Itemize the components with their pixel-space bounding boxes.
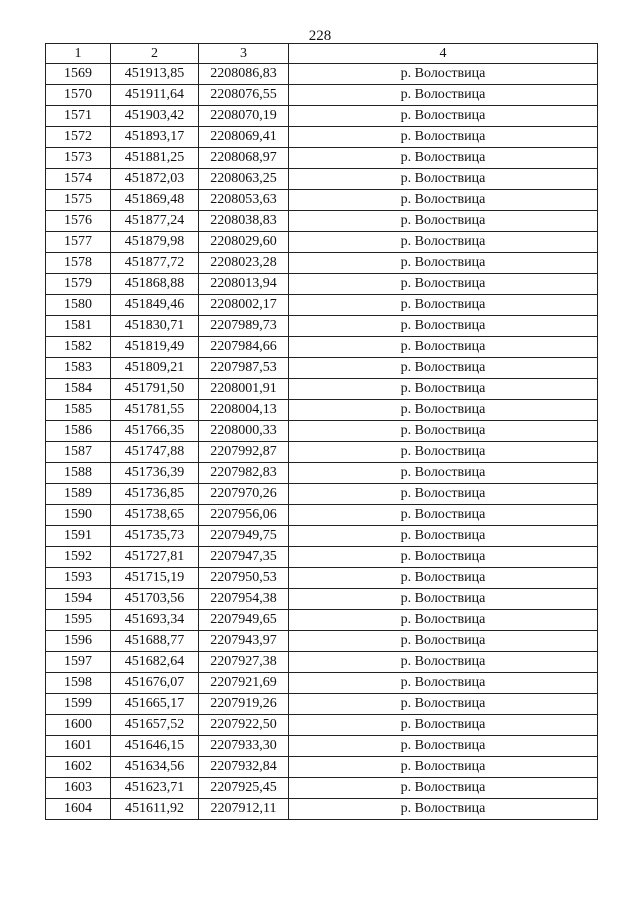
table-row bbox=[46, 736, 598, 757]
cell-point-number: 1595 bbox=[46, 610, 111, 631]
cell-x: 451676,07 bbox=[111, 673, 199, 694]
cell-point-number: 1585 bbox=[46, 400, 111, 421]
cell-description: р. Волоствица bbox=[289, 85, 598, 106]
cell-y: 2207932,84 bbox=[199, 757, 289, 778]
cell-point-number: 1584 bbox=[46, 379, 111, 400]
table-row bbox=[46, 505, 598, 526]
cell-description: р. Волоствица bbox=[289, 463, 598, 484]
cell-point-number: 1582 bbox=[46, 337, 111, 358]
cell-x: 451646,15 bbox=[111, 736, 199, 757]
table-row bbox=[46, 295, 598, 316]
table-row bbox=[46, 715, 598, 736]
cell-point-number: 1601 bbox=[46, 736, 111, 757]
cell-point-number: 1577 bbox=[46, 232, 111, 253]
cell-x: 451623,71 bbox=[111, 778, 199, 799]
cell-description: р. Волоствица bbox=[289, 442, 598, 463]
table-row bbox=[46, 148, 598, 169]
cell-y: 2207950,53 bbox=[199, 568, 289, 589]
cell-description: р. Волоствица bbox=[289, 484, 598, 505]
cell-description: р. Волоствица bbox=[289, 316, 598, 337]
cell-y: 2207982,83 bbox=[199, 463, 289, 484]
cell-point-number: 1583 bbox=[46, 358, 111, 379]
cell-y: 2208029,60 bbox=[199, 232, 289, 253]
table-row bbox=[46, 106, 598, 127]
cell-point-number: 1578 bbox=[46, 253, 111, 274]
cell-point-number: 1596 bbox=[46, 631, 111, 652]
cell-point-number: 1592 bbox=[46, 547, 111, 568]
cell-y: 2207927,38 bbox=[199, 652, 289, 673]
cell-description: р. Волоствица bbox=[289, 211, 598, 232]
cell-description: р. Волоствица bbox=[289, 190, 598, 211]
cell-x: 451893,17 bbox=[111, 127, 199, 148]
cell-x: 451693,34 bbox=[111, 610, 199, 631]
cell-x: 451849,46 bbox=[111, 295, 199, 316]
cell-y: 2207949,75 bbox=[199, 526, 289, 547]
table-row bbox=[46, 358, 598, 379]
table-row bbox=[46, 484, 598, 505]
cell-y: 2208002,17 bbox=[199, 295, 289, 316]
cell-description: р. Волоствица bbox=[289, 526, 598, 547]
cell-x: 451657,52 bbox=[111, 715, 199, 736]
cell-y: 2208063,25 bbox=[199, 169, 289, 190]
cell-point-number: 1589 bbox=[46, 484, 111, 505]
cell-y: 2207954,38 bbox=[199, 589, 289, 610]
cell-description: р. Волоствица bbox=[289, 652, 598, 673]
table-row bbox=[46, 400, 598, 421]
cell-point-number: 1593 bbox=[46, 568, 111, 589]
cell-x: 451766,35 bbox=[111, 421, 199, 442]
cell-point-number: 1598 bbox=[46, 673, 111, 694]
cell-description: р. Волоствица bbox=[289, 379, 598, 400]
cell-x: 451868,88 bbox=[111, 274, 199, 295]
table-row bbox=[46, 316, 598, 337]
cell-description: р. Волоствица bbox=[289, 673, 598, 694]
cell-x: 451727,81 bbox=[111, 547, 199, 568]
cell-point-number: 1604 bbox=[46, 799, 111, 820]
cell-y: 2208023,28 bbox=[199, 253, 289, 274]
cell-y: 2207989,73 bbox=[199, 316, 289, 337]
cell-description: р. Волоствица bbox=[289, 778, 598, 799]
cell-y: 2208070,19 bbox=[199, 106, 289, 127]
cell-x: 451791,50 bbox=[111, 379, 199, 400]
cell-y: 2208000,33 bbox=[199, 421, 289, 442]
cell-point-number: 1579 bbox=[46, 274, 111, 295]
cell-description: р. Волоствица bbox=[289, 400, 598, 421]
cell-y: 2207949,65 bbox=[199, 610, 289, 631]
cell-y: 2208086,83 bbox=[199, 64, 289, 85]
cell-x: 451877,24 bbox=[111, 211, 199, 232]
table-header-row bbox=[46, 44, 598, 64]
cell-y: 2207947,35 bbox=[199, 547, 289, 568]
header-cell-point-number: 1 bbox=[46, 44, 111, 64]
cell-x: 451736,39 bbox=[111, 463, 199, 484]
table-row bbox=[46, 694, 598, 715]
cell-point-number: 1600 bbox=[46, 715, 111, 736]
table-row bbox=[46, 442, 598, 463]
cell-point-number: 1587 bbox=[46, 442, 111, 463]
cell-x: 451781,55 bbox=[111, 400, 199, 421]
cell-point-number: 1594 bbox=[46, 589, 111, 610]
cell-x: 451682,64 bbox=[111, 652, 199, 673]
cell-point-number: 1580 bbox=[46, 295, 111, 316]
table-row bbox=[46, 652, 598, 673]
table-row bbox=[46, 589, 598, 610]
table-row bbox=[46, 379, 598, 400]
cell-point-number: 1576 bbox=[46, 211, 111, 232]
header-cell-x: 2 bbox=[111, 44, 199, 64]
table-row bbox=[46, 253, 598, 274]
cell-point-number: 1586 bbox=[46, 421, 111, 442]
cell-y: 2207956,06 bbox=[199, 505, 289, 526]
cell-x: 451809,21 bbox=[111, 358, 199, 379]
cell-description: р. Волоствица bbox=[289, 631, 598, 652]
cell-y: 2207912,11 bbox=[199, 799, 289, 820]
cell-x: 451877,72 bbox=[111, 253, 199, 274]
cell-y: 2207925,45 bbox=[199, 778, 289, 799]
coordinates-table bbox=[45, 43, 598, 820]
header-cell-description: 4 bbox=[289, 44, 598, 64]
cell-y: 2208069,41 bbox=[199, 127, 289, 148]
cell-description: р. Волоствица bbox=[289, 148, 598, 169]
cell-y: 2207919,26 bbox=[199, 694, 289, 715]
cell-y: 2208068,97 bbox=[199, 148, 289, 169]
cell-x: 451830,71 bbox=[111, 316, 199, 337]
cell-y: 2207921,69 bbox=[199, 673, 289, 694]
cell-point-number: 1591 bbox=[46, 526, 111, 547]
table-row bbox=[46, 757, 598, 778]
table-row bbox=[46, 232, 598, 253]
table-row bbox=[46, 64, 598, 85]
cell-point-number: 1588 bbox=[46, 463, 111, 484]
cell-description: р. Волоствица bbox=[289, 715, 598, 736]
cell-x: 451611,92 bbox=[111, 799, 199, 820]
cell-x: 451738,65 bbox=[111, 505, 199, 526]
cell-x: 451879,98 bbox=[111, 232, 199, 253]
cell-point-number: 1571 bbox=[46, 106, 111, 127]
cell-x: 451736,85 bbox=[111, 484, 199, 505]
table-row bbox=[46, 799, 598, 820]
table-row bbox=[46, 610, 598, 631]
cell-description: р. Волоствица bbox=[289, 799, 598, 820]
cell-description: р. Волоствица bbox=[289, 547, 598, 568]
cell-x: 451747,88 bbox=[111, 442, 199, 463]
cell-description: р. Волоствица bbox=[289, 295, 598, 316]
cell-description: р. Волоствица bbox=[289, 169, 598, 190]
page-number: 228 bbox=[308, 28, 332, 44]
cell-x: 451872,03 bbox=[111, 169, 199, 190]
table-row bbox=[46, 421, 598, 442]
cell-point-number: 1602 bbox=[46, 757, 111, 778]
cell-y: 2208053,63 bbox=[199, 190, 289, 211]
cell-x: 451715,19 bbox=[111, 568, 199, 589]
table-row bbox=[46, 211, 598, 232]
cell-point-number: 1590 bbox=[46, 505, 111, 526]
cell-y: 2208013,94 bbox=[199, 274, 289, 295]
cell-y: 2207922,50 bbox=[199, 715, 289, 736]
cell-y: 2207970,26 bbox=[199, 484, 289, 505]
cell-point-number: 1575 bbox=[46, 190, 111, 211]
cell-y: 2207984,66 bbox=[199, 337, 289, 358]
cell-description: р. Волоствица bbox=[289, 694, 598, 715]
cell-point-number: 1570 bbox=[46, 85, 111, 106]
cell-point-number: 1597 bbox=[46, 652, 111, 673]
table-row bbox=[46, 463, 598, 484]
cell-description: р. Волоствица bbox=[289, 757, 598, 778]
table-row bbox=[46, 190, 598, 211]
cell-description: р. Волоствица bbox=[289, 589, 598, 610]
cell-y: 2207943,97 bbox=[199, 631, 289, 652]
cell-x: 451869,48 bbox=[111, 190, 199, 211]
cell-x: 451665,17 bbox=[111, 694, 199, 715]
cell-x: 451913,85 bbox=[111, 64, 199, 85]
cell-x: 451903,42 bbox=[111, 106, 199, 127]
cell-description: р. Волоствица bbox=[289, 106, 598, 127]
cell-y: 2208001,91 bbox=[199, 379, 289, 400]
cell-x: 451634,56 bbox=[111, 757, 199, 778]
cell-y: 2207987,53 bbox=[199, 358, 289, 379]
cell-description: р. Волоствица bbox=[289, 337, 598, 358]
table-row bbox=[46, 526, 598, 547]
table-row bbox=[46, 337, 598, 358]
cell-point-number: 1573 bbox=[46, 148, 111, 169]
cell-description: р. Волоствица bbox=[289, 505, 598, 526]
cell-description: р. Волоствица bbox=[289, 421, 598, 442]
cell-point-number: 1572 bbox=[46, 127, 111, 148]
cell-x: 451911,64 bbox=[111, 85, 199, 106]
cell-y: 2208038,83 bbox=[199, 211, 289, 232]
cell-description: р. Волоствица bbox=[289, 274, 598, 295]
table-row bbox=[46, 169, 598, 190]
cell-y: 2208076,55 bbox=[199, 85, 289, 106]
cell-point-number: 1599 bbox=[46, 694, 111, 715]
header-cell-y: 3 bbox=[199, 44, 289, 64]
cell-y: 2207992,87 bbox=[199, 442, 289, 463]
cell-point-number: 1603 bbox=[46, 778, 111, 799]
table-row bbox=[46, 274, 598, 295]
table-body bbox=[46, 64, 598, 820]
cell-x: 451881,25 bbox=[111, 148, 199, 169]
cell-y: 2208004,13 bbox=[199, 400, 289, 421]
cell-description: р. Волоствица bbox=[289, 568, 598, 589]
cell-description: р. Волоствица bbox=[289, 358, 598, 379]
cell-description: р. Волоствица bbox=[289, 610, 598, 631]
table-row bbox=[46, 568, 598, 589]
table-row bbox=[46, 778, 598, 799]
table-row bbox=[46, 547, 598, 568]
table-row bbox=[46, 85, 598, 106]
cell-point-number: 1569 bbox=[46, 64, 111, 85]
cell-description: р. Волоствица bbox=[289, 253, 598, 274]
table-row bbox=[46, 127, 598, 148]
cell-x: 451688,77 bbox=[111, 631, 199, 652]
cell-point-number: 1581 bbox=[46, 316, 111, 337]
cell-x: 451735,73 bbox=[111, 526, 199, 547]
cell-description: р. Волоствица bbox=[289, 127, 598, 148]
table-row bbox=[46, 631, 598, 652]
cell-x: 451703,56 bbox=[111, 589, 199, 610]
cell-y: 2207933,30 bbox=[199, 736, 289, 757]
cell-point-number: 1574 bbox=[46, 169, 111, 190]
cell-description: р. Волоствица bbox=[289, 736, 598, 757]
table-row bbox=[46, 673, 598, 694]
cell-description: р. Волоствица bbox=[289, 64, 598, 85]
cell-description: р. Волоствица bbox=[289, 232, 598, 253]
cell-x: 451819,49 bbox=[111, 337, 199, 358]
